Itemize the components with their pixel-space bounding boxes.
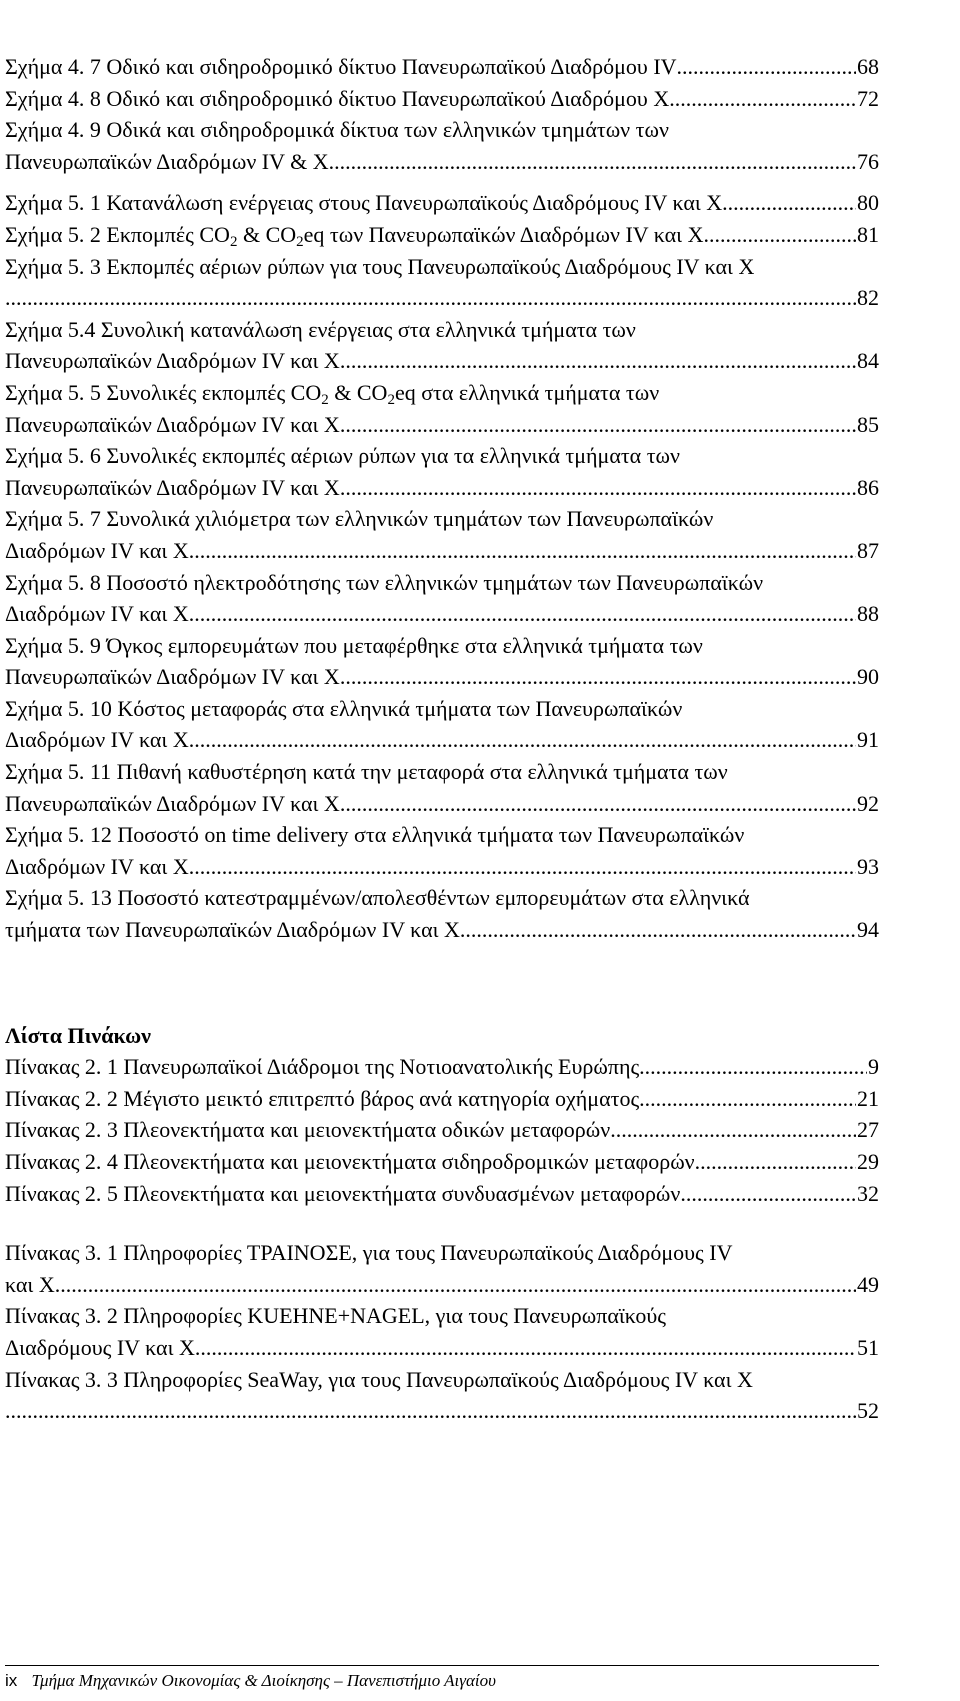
- dot-leader: [704, 219, 857, 251]
- toc-entry-line: [5, 472, 879, 504]
- toc-entry-page-number: 92: [857, 790, 879, 816]
- toc-entry-line: Σχήμα 4. 9 Οδικά και σιδηροδρομικά δίκτυα των ελληνικών τμημάτων των: [5, 117, 669, 143]
- toc-entry-line: [5, 146, 879, 178]
- toc-entry-page-number: 93: [857, 853, 879, 879]
- toc-entry[interactable]: [5, 51, 879, 83]
- toc-entry-line: Σχήμα 5.4 Συνολική κατανάλωση ενέργειας στα ελληνικά τμήματα των: [5, 316, 636, 342]
- toc-entry[interactable]: [5, 440, 879, 503]
- toc-entry-title: Πανευρωπαϊκών Διαδρόμων IV και X: [5, 790, 340, 816]
- dot-leader: [340, 788, 856, 820]
- toc-entry-line: [5, 219, 879, 251]
- dot-leader: [340, 661, 856, 693]
- dot-leader: [610, 1114, 856, 1146]
- subscript: 2: [229, 233, 238, 250]
- spacer: [5, 177, 879, 187]
- toc-entry-page-number: 21: [857, 1085, 879, 1111]
- toc-entry-page-number: 27: [857, 1117, 879, 1143]
- toc-entry-line: [5, 51, 879, 83]
- dot-leader: [5, 282, 856, 314]
- toc-entry-title: Σχήμα 4. 7 Οδικό και σιδηροδρομικό δίκτυο Πανευρωπαϊκού Διαδρόμου IV: [5, 54, 677, 79]
- toc-entry-line: [5, 1146, 879, 1178]
- dot-leader: [55, 1269, 856, 1301]
- toc-entry-title: Διαδρόμων IV και X: [5, 537, 189, 563]
- toc-entry[interactable]: [5, 1364, 879, 1427]
- dot-leader: [340, 472, 856, 504]
- toc-entry-page-number: 68: [857, 54, 879, 79]
- toc-entry[interactable]: [5, 114, 879, 177]
- dot-leader: [195, 1332, 856, 1364]
- toc-entry[interactable]: [5, 1237, 879, 1300]
- toc-entry-line: Πίνακας 3. 3 Πληροφορίες SeaWay, για τους Πανευρωπαϊκούς Διαδρόμους IV και X: [5, 1366, 753, 1392]
- toc-entry-title: Πανευρωπαϊκών Διαδρόμων IV και X: [5, 474, 340, 500]
- toc-entry[interactable]: [5, 819, 879, 882]
- toc-entry-line: Σχήμα 5. 3 Εκπομπές αέριων ρύπων για τους Πανευρωπαϊκούς Διαδρόμους IV και X: [5, 253, 755, 279]
- toc-entry-page-number: 87: [857, 537, 879, 563]
- toc-entry[interactable]: [5, 83, 879, 115]
- toc-entry-title: Σχήμα 5. 2 Εκπομπές $CO_2$ & $CO_2eq$ των Πανευρωπαϊκών Διαδρόμων IV και X: [5, 221, 704, 250]
- toc-entry-line: Πίνακας 3. 1 Πληροφορίες ΤΡΑΙΝΟΣΕ, για τους Πανευρωπαϊκούς Διαδρόμους IV: [5, 1240, 733, 1266]
- toc-entry-line: [5, 409, 879, 441]
- toc-entry[interactable]: [5, 251, 879, 314]
- dot-leader: [669, 83, 856, 115]
- toc-entry-title: Πανευρωπαϊκών Διαδρόμων IV και X: [5, 411, 340, 437]
- toc-entry[interactable]: [5, 503, 879, 566]
- toc-entry-title: Πίνακας 2. 2 Μέγιστο μεικτό επιτρεπτό βάρος ανά κατηγορία οχήματος: [5, 1085, 640, 1111]
- subscript: 2: [296, 233, 304, 250]
- toc-entry-line: Σχήμα 5. 9 Όγκος εμπορευμάτων που μεταφέρθηκε στα ελληνικά τμήματα των: [5, 632, 703, 658]
- toc-entry-line: Σχήμα 5. 5 Συνολικές εκπομπές $CO_2$ & $CO_2eq$ στα ελληνικά τμήματα των: [5, 379, 660, 408]
- figures-list-chapter-5: [5, 187, 879, 945]
- toc-entry-title: Διαδρόμων IV και X: [5, 853, 189, 879]
- toc-entry-page-number: 86: [857, 474, 879, 500]
- dot-leader: [340, 345, 856, 377]
- toc-entry[interactable]: [5, 1083, 879, 1115]
- toc-entry-line: [5, 1332, 879, 1364]
- toc-entry-page-number: 80: [857, 190, 879, 216]
- toc-entry-page-number: 85: [857, 411, 879, 437]
- dot-leader: [680, 1178, 856, 1210]
- toc-entry-line: Σχήμα 5. 8 Ποσοστό ηλεκτροδότησης των ελληνικών τμημάτων των Πανευρωπαϊκών: [5, 569, 764, 595]
- subscript: 2: [387, 391, 395, 408]
- toc-entry-title: Πίνακας 2. 1 Πανευρωπαϊκοί Διάδρομοι της Νοτιοανατολικής Ευρώπης: [5, 1054, 640, 1080]
- toc-entry-line: [5, 851, 879, 883]
- toc-entry-page-number: 88: [857, 601, 879, 627]
- toc-entry-line: [5, 1178, 879, 1210]
- toc-entry-page-number: 76: [857, 148, 879, 174]
- toc-entry-page-number: 90: [857, 664, 879, 690]
- tables-list-chapter-2: [5, 1051, 879, 1209]
- toc-entry-line: [5, 1114, 879, 1146]
- toc-entry-page-number: 91: [857, 727, 879, 753]
- toc-entry[interactable]: [5, 1178, 879, 1210]
- dot-leader: [677, 51, 856, 83]
- toc-entry-page-number: 52: [857, 1398, 879, 1424]
- dot-leader: [5, 1395, 856, 1427]
- toc-entry-title: Πίνακας 2. 4 Πλεονεκτήματα και μειονεκτήματα σιδηροδρομικών μεταφορών: [5, 1149, 695, 1174]
- toc-entry-page-number: 49: [857, 1271, 879, 1297]
- dot-leader: [460, 914, 856, 946]
- toc-entry-line: Σχήμα 5. 11 Πιθανή καθυστέρηση κατά την μεταφορά στα ελληνικά τμήματα των: [5, 759, 728, 785]
- subscript: 2: [321, 391, 329, 408]
- dot-leader: [189, 724, 856, 756]
- dot-leader: [189, 851, 856, 883]
- toc-entry-line: [5, 598, 879, 630]
- toc-entry[interactable]: [5, 882, 879, 945]
- table-of-contents: [5, 51, 879, 1427]
- toc-entry-line: [5, 1269, 879, 1301]
- dot-leader: [722, 187, 856, 219]
- toc-entry[interactable]: [5, 756, 879, 819]
- toc-entry[interactable]: [5, 187, 879, 219]
- toc-entry-line: Πίνακας 3. 2 Πληροφορίες KUEHNE+NAGEL, για τους Πανευρωπαϊκούς: [5, 1303, 666, 1329]
- toc-entry[interactable]: [5, 377, 879, 440]
- toc-entry-page-number: 82: [857, 285, 879, 311]
- toc-entry[interactable]: [5, 1300, 879, 1363]
- footer-page-number: ix: [5, 1671, 18, 1690]
- toc-entry-line: [5, 535, 879, 567]
- toc-entry-title: Πίνακας 2. 3 Πλεονεκτήματα και μειονεκτήματα οδικών μεταφορών: [5, 1117, 611, 1143]
- toc-entry-line: Σχήμα 5. 13 Ποσοστό κατεστραμμένων/απολεσθέντων εμπορευμάτων στα ελληνικά: [5, 885, 750, 911]
- toc-entry-line: [5, 661, 879, 693]
- toc-entry-line: [5, 1051, 879, 1083]
- toc-entry-title: Σχήμα 4. 8 Οδικό και σιδηροδρομικό δίκτυο Πανευρωπαϊκού Διαδρόμου Χ: [5, 85, 670, 111]
- toc-entry-title: Πανευρωπαϊκών Διαδρόμων IV και X: [5, 348, 340, 374]
- toc-entry[interactable]: [5, 314, 879, 377]
- dot-leader: [189, 598, 856, 630]
- toc-entry-page-number: 9: [868, 1054, 879, 1080]
- toc-entry-line: [5, 1083, 879, 1115]
- toc-entry-line: Σχήμα 5. 10 Κόστος μεταφοράς στα ελληνικά τμήματα των Πανευρωπαϊκών: [5, 695, 683, 721]
- toc-entry[interactable]: [5, 1114, 879, 1146]
- toc-entry-line: [5, 187, 879, 219]
- toc-entry-title: Διαδρόμων IV και X: [5, 727, 189, 753]
- toc-entry[interactable]: [5, 630, 879, 693]
- toc-entry-title: Διαδρόμους IV και X: [5, 1334, 195, 1360]
- dot-leader: [189, 535, 856, 567]
- toc-entry[interactable]: [5, 693, 879, 756]
- toc-entry-line: Σχήμα 5. 6 Συνολικές εκπομπές αέριων ρύπων για τα ελληνικά τμήματα των: [5, 443, 680, 469]
- dot-leader: [695, 1146, 856, 1178]
- toc-entry-title: Σχήμα 5. 1 Κατανάλωση ενέργειας στους Πανευρωπαϊκούς Διαδρόμους IV και X: [5, 190, 723, 216]
- toc-entry-line: [5, 345, 879, 377]
- toc-entry-title: και X: [5, 1271, 55, 1297]
- toc-entry-line: [5, 724, 879, 756]
- toc-entry[interactable]: [5, 1051, 879, 1083]
- toc-entry-title: Πανευρωπαϊκών Διαδρόμων IV & X: [5, 148, 329, 174]
- toc-entry-page-number: 94: [857, 917, 879, 943]
- dot-leader: [639, 1083, 856, 1115]
- spacer: [5, 1209, 879, 1237]
- tables-list-chapter-3: [5, 1237, 879, 1427]
- toc-entry-line: Σχήμα 5. 12 Ποσοστό on time delivery στα ελληνικά τμήματα των Πανευρωπαϊκών: [5, 822, 745, 848]
- toc-entry[interactable]: [5, 567, 879, 630]
- toc-entry-page-number: 51: [857, 1334, 879, 1360]
- page-footer: [5, 1665, 879, 1692]
- dot-leader: [639, 1051, 867, 1083]
- dot-leader: [329, 146, 856, 178]
- toc-entry-page-number: 29: [857, 1149, 879, 1174]
- toc-entry-title: Διαδρόμων IV και X: [5, 601, 189, 627]
- toc-entry-title: Πανευρωπαϊκών Διαδρόμων IV και X: [5, 664, 340, 690]
- footer-institution-text: Τμήμα Μηχανικών Οικονομίας & Διοίκησης – Πανεπιστήμιο Αιγαίου: [31, 1671, 496, 1690]
- toc-entry-page-number: 84: [857, 348, 879, 374]
- dot-leader: [340, 409, 856, 441]
- toc-entry-line: [5, 1395, 879, 1427]
- toc-entry[interactable]: [5, 219, 879, 251]
- toc-entry-page-number: 72: [857, 85, 879, 111]
- tables-list-heading: Λίστα Πινάκων: [5, 1022, 152, 1048]
- toc-entry-page-number: 81: [857, 221, 879, 247]
- toc-entry-line: [5, 282, 879, 314]
- toc-entry-title: τμήματα των Πανευρωπαϊκών Διαδρόμων IV και X: [5, 917, 460, 943]
- toc-entry-line: [5, 788, 879, 820]
- toc-entry-title: Πίνακας 2. 5 Πλεονεκτήματα και μειονεκτήματα συνδυασμένων μεταφορών: [5, 1180, 681, 1206]
- toc-entry-line: [5, 83, 879, 115]
- toc-entry-line: [5, 914, 879, 946]
- toc-entry[interactable]: [5, 1146, 879, 1178]
- spacer: [5, 946, 879, 1020]
- figures-list-chapter-4: [5, 51, 879, 177]
- toc-entry-page-number: 32: [857, 1180, 879, 1206]
- toc-entry-line: Σχήμα 5. 7 Συνολικά χιλιόμετρα των ελληνικών τμημάτων των Πανευρωπαϊκών: [5, 506, 714, 532]
